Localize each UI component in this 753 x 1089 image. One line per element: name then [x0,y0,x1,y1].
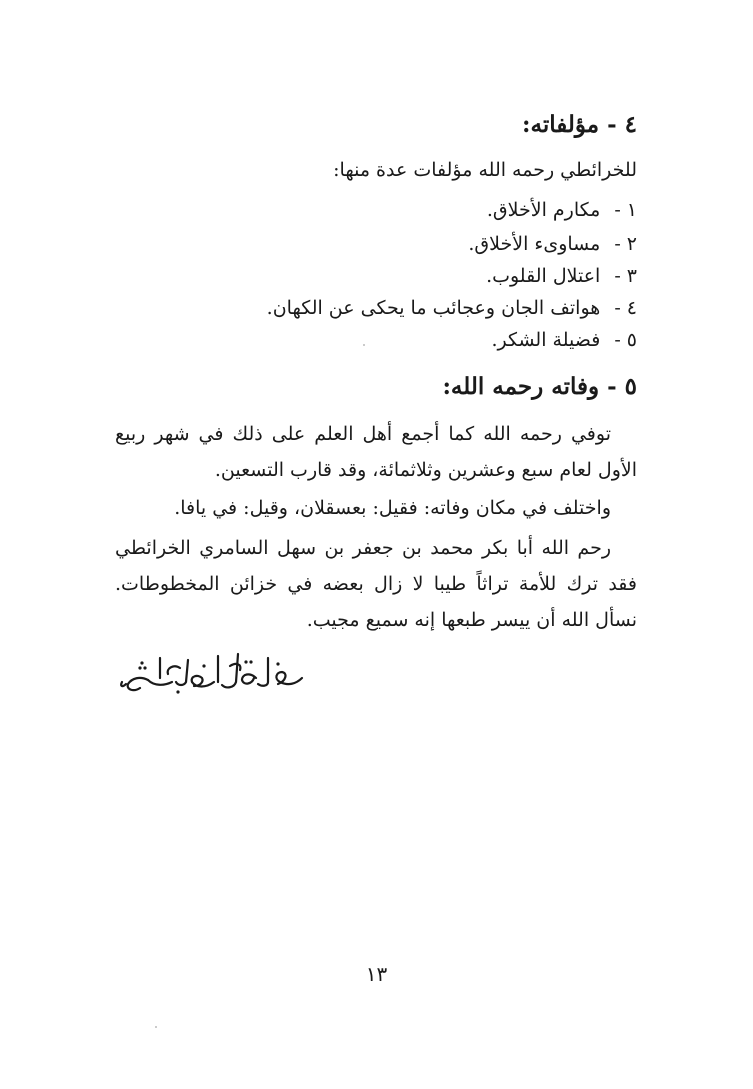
list-item [267,294,637,322]
list-item-text: فضيلة الشكر. [491,329,601,351]
scan-speck [155,1026,157,1028]
handwritten-signature [118,648,308,696]
list-item-text: اعتلال القلوب. [486,265,601,287]
list-item-number: ١ - [614,199,637,221]
paragraph-legacy: رحم الله أبا بكر محمد بن جعفر بن سهل السامري الخرائطي فقد ترك للأمة تراثاً طيبا لا زال بعضه في خزائن المخطوطات. نسأل الله أن ييسر طبعها إنه سميع مجيب. [115,537,637,631]
list-item-number: ٢ - [614,233,637,255]
section-5-heading: ٥ - وفاته رحمه الله: [442,373,637,400]
list-item-number: ٣ - [614,265,637,287]
paragraph-death-place: واختلف في مكان وفاته: فقيل: بعسقلان، وقيل: في يافا. [174,497,611,519]
list-item-text: مساوىء الأخلاق. [468,233,601,255]
section-4-intro: للخرائطي رحمه الله مؤلفات عدة منها: [333,159,637,181]
list-item [468,230,637,258]
list-item [491,326,637,354]
list-item-text: هواتف الجان وعجائب ما يحكى عن الكهان. [266,297,601,319]
list-item-number: ٥ - [614,329,637,351]
list-item-number: ٤ - [614,297,637,319]
list-item [487,196,637,224]
scan-speck [363,344,365,346]
section-4-heading: ٤ - مؤلفاته: [522,111,637,138]
list-item-text: مكارم الأخلاق. [486,199,601,221]
paragraph-death-date: توفي رحمه الله كما أجمع أهل العلم على ذلك في شهر ربيع الأول لعام سبع وعشرين وثلاثمائة، وقد قارب التسعين. [115,423,637,481]
list-item [486,262,637,290]
page-number: ١٣ [365,962,388,986]
